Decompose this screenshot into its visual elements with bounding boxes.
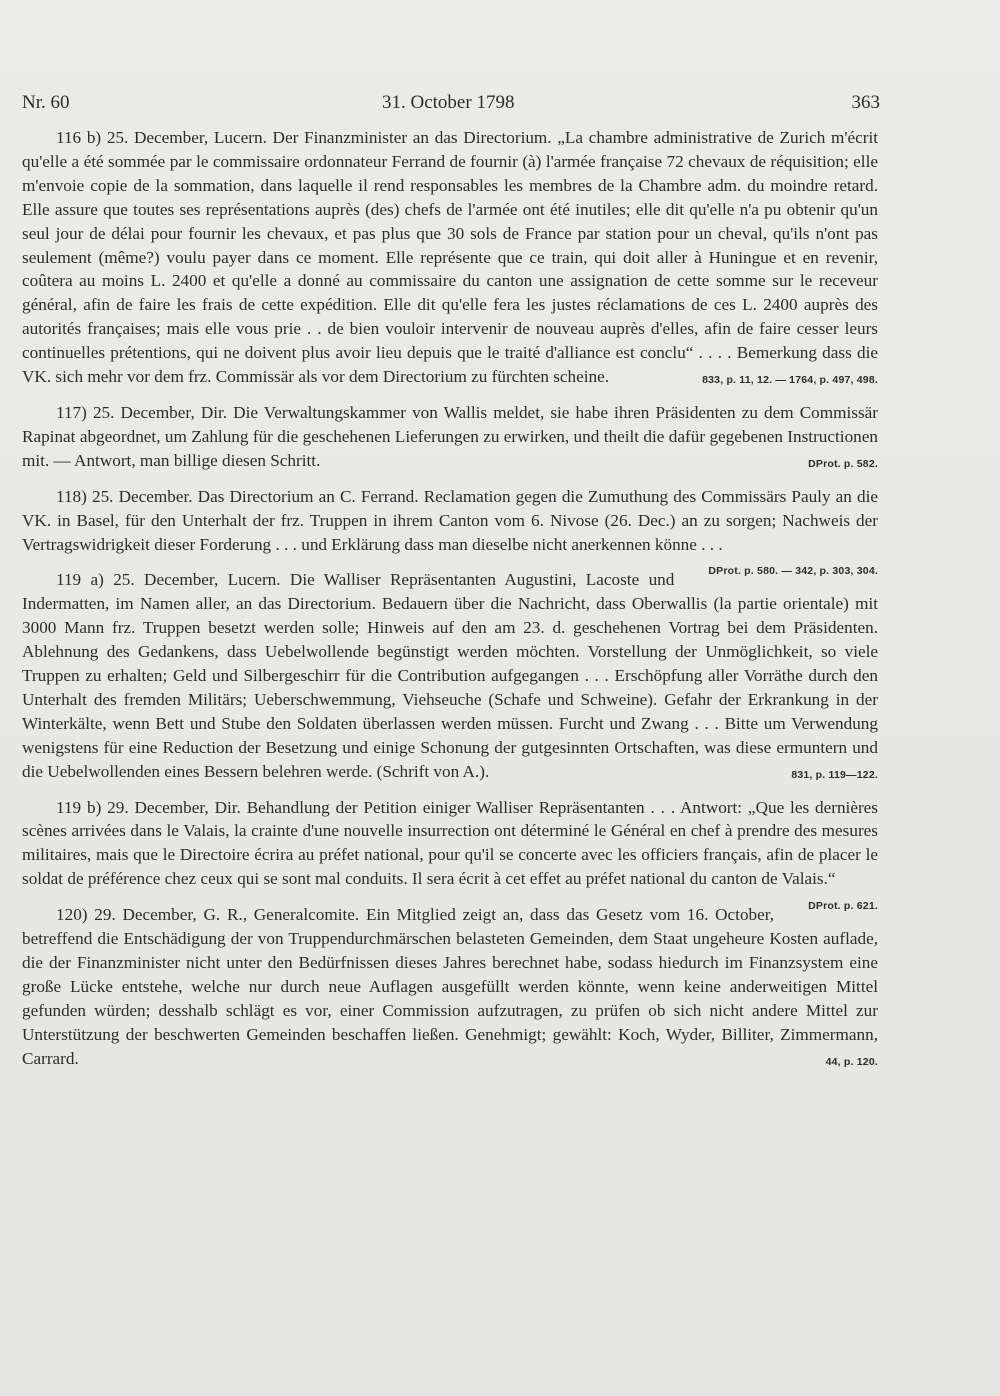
entry-120 xyxy=(22,903,878,1070)
entry-reference: DProt. p. 580. — 342, p. 303, 304. xyxy=(708,565,878,578)
entry-117 xyxy=(22,401,878,473)
entry-119b xyxy=(22,796,878,913)
entry-text: 117) 25. December, Dir. Die Verwaltungskammer von Wallis meldet, sie habe ihren Präsidenten zu dem Commissär Rapinat abgeordnet, um Zahlung für die geschehenen Lieferungen zu erwirken, und theilt die dafür gegebenen Instructionen mit. — Antwort, man billige diesen Schritt. xyxy=(22,402,878,470)
page-header xyxy=(22,92,880,118)
entry-text: 118) 25. December. Das Directorium an C. Ferrand. Reclamation gegen die Zumuthung des Commissärs Pauly an die VK. in Basel, für den Unterhalt der frz. Truppen in ihrem Canton vom 6. Nivose (26. Dec.) an zu sorgen; Nachweis der Vertragswidrigkeit dieser Forderung . . . und Erklärung dass man dieselbe nicht anerkennen könne . . . xyxy=(22,486,878,554)
section-number: Nr. 60 xyxy=(22,92,70,113)
entry-reference: 831, p. 119—122. xyxy=(791,768,878,781)
page-body xyxy=(22,126,878,1083)
entry-text: 120) 29. December, G. R., Generalcomite. Ein Mitglied zeigt an, dass das Gesetz vom 16. October, betreffend die Entschädigung der von Truppendurchmärschen belasteten Gemeinden, dem Staat ungeheure Kosten auflade, die der Finanzminister nicht unter den Bedürfnissen dieses Jahres berechnet habe, sodass hiedurch im Finanzsystem eine große Lücke entstehe, welche nur durch neue Auflagen ausgefüllt werden könnte, wenn keine anderweitigen Mittel gefunden würden; desshalb schlägt es vor, einer Commission aufzutragen, zu prüfen ob sich nicht andere Mittel zur Unterstützung der beschwerten Gemeinden beschaffen ließen. Genehmigt; gewählt: Koch, Wyder, Billiter, Zimmermann, Carrard. xyxy=(22,905,878,1068)
entry-119a xyxy=(22,568,878,783)
page-number: 363 xyxy=(851,92,880,113)
entry-116b xyxy=(22,126,878,389)
entry-text: 119 b) 29. December, Dir. Behandlung der Petition einiger Walliser Repräsentanten . . . Antwort: „Que les dernières scènes arrivées dans le Valais, la crainte d'une nouvelle insurrection ont déterminé le Général en chef à prendre des mesures militaires, mais que le Directoire écrira au préfet national, pour qu'il se concerte avec les officiers français, afin de placer le soldat de préférence chez ceux qui se sont mal conduits. Il sera écrit à cet effet au préfet national du canton de Valais.“ xyxy=(22,797,878,889)
entry-118 xyxy=(22,485,878,578)
entry-reference: 44, p. 120. xyxy=(825,1055,878,1068)
entry-text: 116 b) 25. December, Lucern. Der Finanzminister an das Directorium. „La chambre administrative de Zurich m'écrit qu'elle a été sommée par le commissaire ordonnateur Ferrand de fournir (à) l'armée française 72 chevaux de réquisition; elle m'envoie copie de la sommation, dans laquelle il rend responsables les membres de la Chambre adm. du moindre retard. Elle assure que toutes ses représentations auprès (des) chefs de l'armée ont été inutiles; elle dit qu'elle n'a pu obtenir qu'un seul jour de délai pour fournir les chevaux, et pas plus que 30 sols de France par station pour un cheval, qu'ils n'ont pas seulement (même?) voulu payer dans ce moment. Elle représente que ce train, qui doit aller à Huningue et en revenir, coûtera au moins L. 2400 et qu'elle a donné au commissaire du canton une assignation de cette somme sur le receveur général, afin de faire les frais de cette expédition. Elle dit qu'elle fera les justes réclamations de ces L. 2400 auprès des autorités françaises; mais elle vous prie . . de bien vouloir intervenir de nouveau auprès d'elles, afin de faire cesser leurs continuelles prétentions, qui ne doivent plus avoir lieu depuis que le traité d'alliance est conclu“ . . . . Bemerkung dass die VK. sich mehr vor dem frz. Commissär als vor dem Directorium zu fürchten scheine. xyxy=(22,128,878,387)
entry-reference: DProt. p. 582. xyxy=(808,457,878,470)
entry-reference: 833, p. 11, 12. — 1764, p. 497, 498. xyxy=(702,374,878,387)
page-date: 31. October 1798 xyxy=(382,92,515,113)
entry-text: 119 a) 25. December, Lucern. Die Walliser Repräsentanten Augustini, Lacoste und Indermatten, im Namen aller, an das Directorium. Bedauern über die Nachricht, dass Oberwallis (la partie orientale) mit 3000 Mann frz. Truppen besetzt werden solle; Hinweis auf den am 23. d. geschehenen Vortrag bei dem Präsidenten. Ablehnung des Gedankens, dass Uebelwollende begünstigt werden möchten. Vorstellung der Unmöglichkeit, so viele Truppen zu erhalten; Geld und Silbergeschirr für die Contribution aufgegangen . . . Erschöpfung aller Vorräthe durch den Unterhalt des fremden Militärs; Ueberschwemmung, Viehseuche (Schafe und Schweine). Gefahr der Erkrankung in der Winterkälte, wenn Bett und Stube den Soldaten überlassen werden müssen. Furcht und Zwang . . . Bitte um Verwendung wenigstens für eine Reduction der Besetzung und einige Schonung der gutgesinnten Ortschaften, was diese ermuntern und die Uebelwollenden eines Bessern belehren werde. (Schrift von A.). xyxy=(22,570,878,781)
entry-reference: DProt. p. 621. xyxy=(808,900,878,913)
